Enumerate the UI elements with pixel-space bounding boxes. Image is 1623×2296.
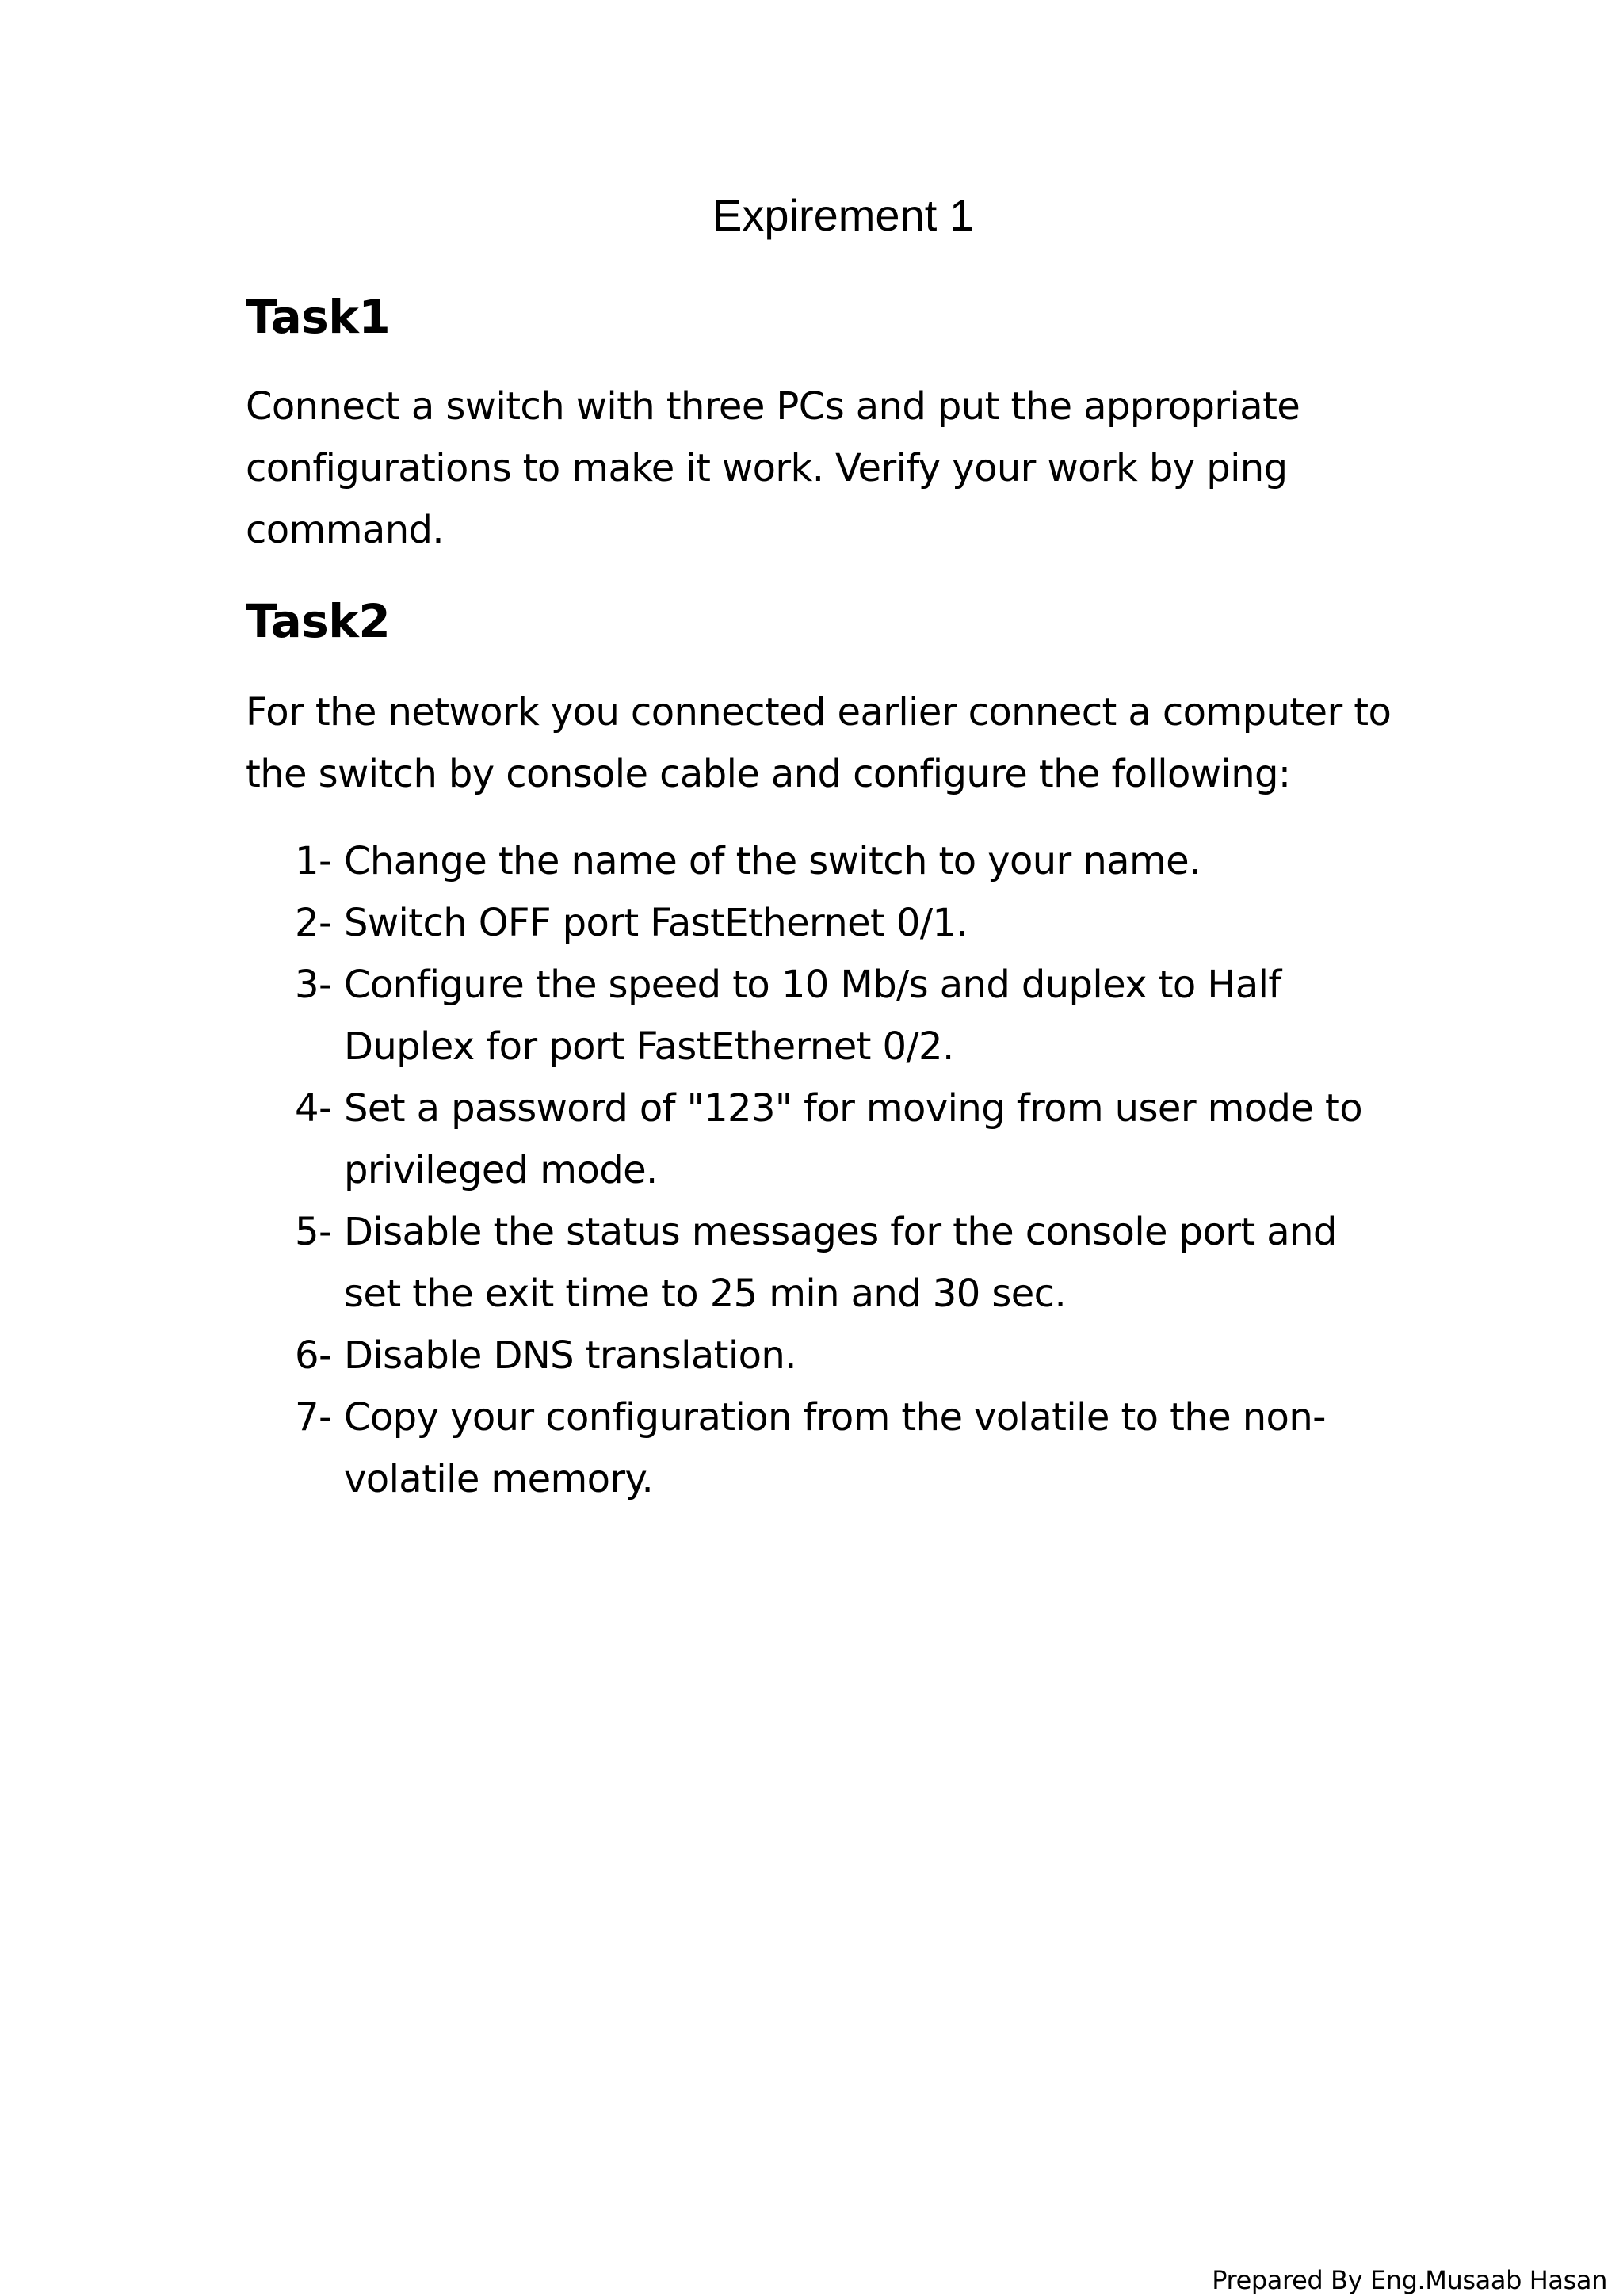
step-number: 5- xyxy=(295,1210,332,1254)
step-number: 3- xyxy=(295,963,332,1007)
document-body xyxy=(246,285,1395,1510)
step-text: Copy your configuration from the volatile to the non-volatile memory. xyxy=(344,1395,1326,1501)
step-text: Configure the speed to 10 Mb/s and duplex to Half Duplex for port FastEthernet 0/2. xyxy=(344,963,1281,1069)
task2-steps-list xyxy=(295,830,1395,1510)
page-footer: Prepared By Eng.Musaab Hasan xyxy=(1212,2265,1607,2295)
step-text: Change the name of the switch to your name. xyxy=(344,839,1201,883)
task2-description: For the network you connected earlier connect a computer to the switch by console cable and configure the following: xyxy=(246,690,1392,796)
task1-description: Connect a switch with three PCs and put the appropriate configurations to make it work. Verify your work by ping command. xyxy=(246,384,1300,552)
list-item xyxy=(295,1201,1395,1325)
step-text: Set a password of "123" for moving from user mode to privileged mode. xyxy=(344,1086,1363,1192)
list-item xyxy=(295,1386,1395,1510)
step-text: Switch OFF port FastEthernet 0/1. xyxy=(344,901,968,945)
step-number: 7- xyxy=(295,1395,332,1440)
list-item xyxy=(295,1077,1395,1201)
step-text: Disable the status messages for the console port and set the exit time to 25 min and 30 sec. xyxy=(344,1210,1337,1316)
list-item xyxy=(295,954,1395,1077)
step-number: 1- xyxy=(295,839,332,883)
step-number: 2- xyxy=(295,901,332,945)
step-text: Disable DNS translation. xyxy=(344,1333,796,1378)
step-number: 4- xyxy=(295,1086,332,1131)
step-number: 6- xyxy=(295,1333,332,1378)
list-item xyxy=(295,892,1395,954)
list-item xyxy=(295,1325,1395,1386)
document-title: Expirement 1 xyxy=(712,190,974,240)
task1-heading: Task1 xyxy=(246,290,391,344)
task2-heading: Task2 xyxy=(246,594,391,648)
list-item xyxy=(295,830,1395,892)
